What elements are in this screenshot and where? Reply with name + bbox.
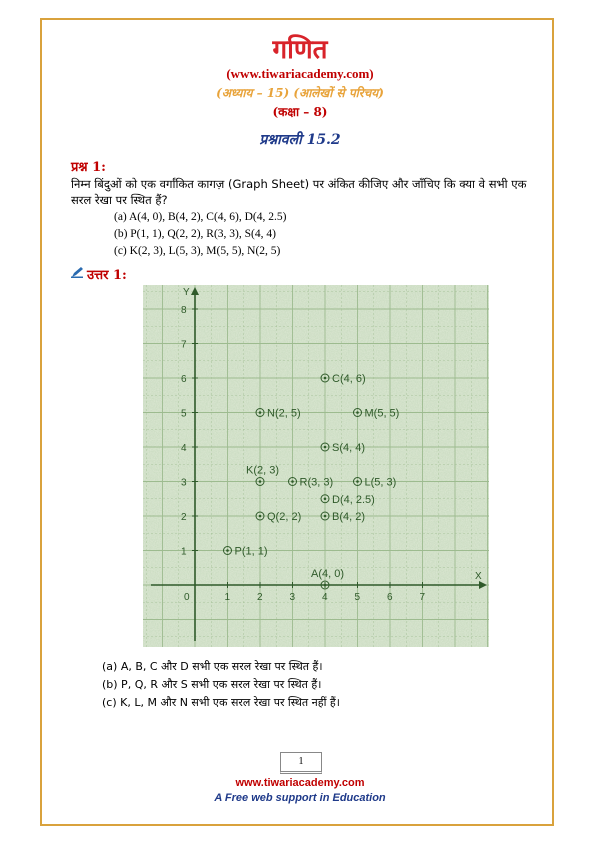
x-tick-label: 4 xyxy=(322,592,328,603)
point-label: M(5, 5) xyxy=(364,407,400,420)
point-dot xyxy=(259,411,262,414)
point-label: C(4, 6) xyxy=(332,373,366,385)
point-dot xyxy=(226,549,229,552)
point-label: A(4, 0) xyxy=(311,568,345,580)
y-tick-label: 5 xyxy=(181,408,187,420)
y-tick-label: 3 xyxy=(181,477,187,489)
x-tick-label: 3 xyxy=(289,592,296,603)
y-tick-label: 8 xyxy=(181,305,187,316)
point-label: B(4, 2) xyxy=(332,511,366,523)
conclusion-b: (b) P, Q, R और S सभी एक सरल रेखा पर स्थित हैं। xyxy=(102,678,322,691)
point-label: P(1, 1) xyxy=(234,545,268,558)
answer-label: उत्तर 1: xyxy=(87,268,127,283)
footer-url[interactable]: www.tiwariacademy.com xyxy=(235,777,365,789)
chapter-title: (अध्याय – 15) (आलेखों से परिचय) xyxy=(216,86,384,100)
y-tick-label: 4 xyxy=(181,443,187,454)
point-dot xyxy=(356,480,359,483)
point-dot xyxy=(324,515,327,518)
point-label: L(5, 3) xyxy=(364,476,397,489)
y-tick-label: 6 xyxy=(181,374,187,385)
question-text: निम्न बिंदुओं को एक वर्गांकित कागज़ (Graph Sheet) पर अंकित कीजिए और जाँचिए कि क्या वे सभी एक सरल रेखा पर स्थित हैं? xyxy=(71,177,527,207)
page-title: गणित xyxy=(272,35,328,65)
exercise-title: प्रश्नावली 15.2 xyxy=(259,132,341,148)
point-dot xyxy=(291,480,294,483)
point-label: Q(2, 2) xyxy=(267,511,302,523)
point-dot xyxy=(356,411,359,414)
answer-heading xyxy=(71,265,127,283)
question-part-c: (c) K(2, 3), L(5, 3), M(5, 5), N(2, 5) xyxy=(114,245,281,257)
x-tick-label: 7 xyxy=(419,592,426,603)
conclusion-c: (c) K, L, M और N सभी एक सरल रेखा पर स्थित नहीं हैं। xyxy=(102,696,340,709)
graph-svg xyxy=(143,285,489,647)
footer-tagline: A Free web support in Education xyxy=(214,792,386,804)
point-dot xyxy=(259,515,262,518)
point-label: D(4, 2.5) xyxy=(332,493,375,506)
question-part-b: (b) P(1, 1), Q(2, 2), R(3, 3), S(4, 4) xyxy=(114,228,276,240)
page-number: 1 xyxy=(280,752,322,774)
y-tick-label: 1 xyxy=(181,546,187,558)
point-dot xyxy=(324,497,327,500)
x-tick-label: 2 xyxy=(257,592,263,603)
class-label: (कक्षा – 8) xyxy=(272,105,328,119)
origin-label: 0 xyxy=(184,592,190,603)
y-tick-label: 7 xyxy=(181,339,187,351)
point-dot xyxy=(324,377,327,380)
question-part-a: (a) A(4, 0), B(4, 2), C(4, 6), D(4, 2.5) xyxy=(114,211,287,223)
point-dot xyxy=(324,446,327,449)
graph-figure xyxy=(143,285,489,647)
header-website: (www.tiwariacademy.com) xyxy=(226,66,374,81)
conclusion-a: (a) A, B, C और D सभी एक सरल रेखा पर स्थित हैं। xyxy=(102,660,323,673)
x-tick-label: 6 xyxy=(387,592,393,603)
x-axis-label: X xyxy=(475,571,482,582)
point-label: S(4, 4) xyxy=(332,442,366,454)
y-tick-label: 2 xyxy=(181,512,187,523)
point-dot xyxy=(259,480,262,483)
point-label: R(3, 3) xyxy=(299,476,334,489)
pen-icon xyxy=(71,266,84,282)
x-tick-label: 1 xyxy=(224,592,231,603)
point-dot xyxy=(324,584,327,587)
y-axis-label: Y xyxy=(183,287,190,298)
x-tick-label: 5 xyxy=(354,592,361,603)
point-label: K(2, 3) xyxy=(246,464,280,477)
question-label: प्रश्न 1: xyxy=(71,160,106,175)
point-label: N(2, 5) xyxy=(267,407,301,420)
